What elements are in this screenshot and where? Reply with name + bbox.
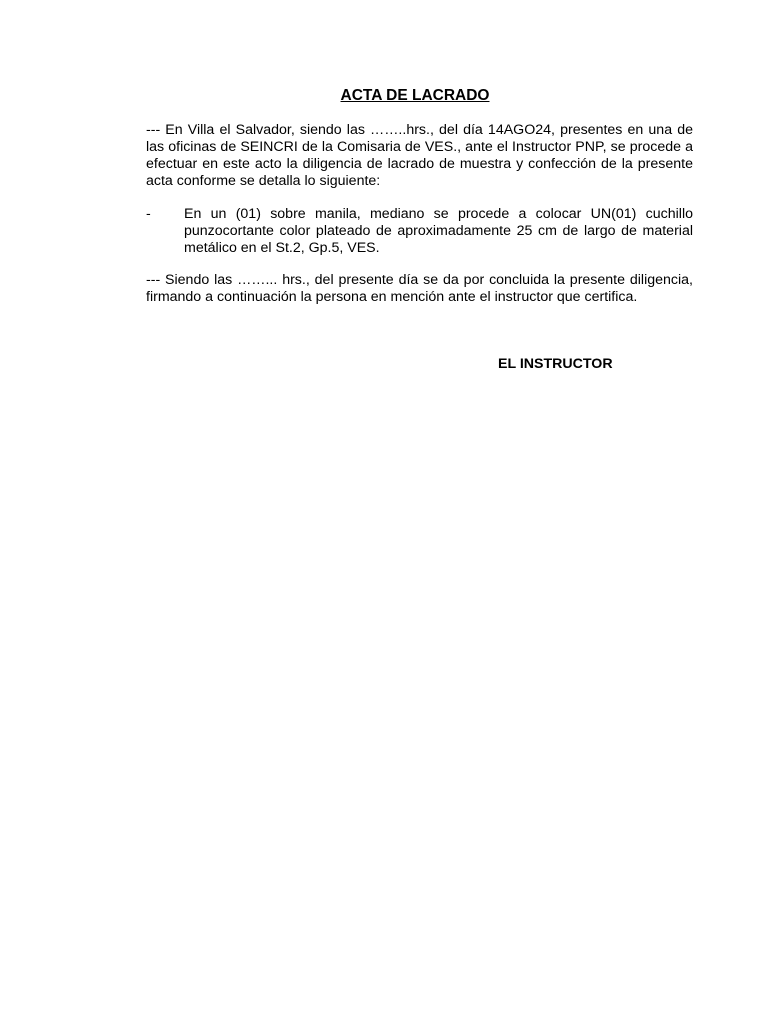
closing-paragraph: --- Siendo las ……... hrs., del presente día se da por concluida la presente diligencia, firmando a continuación la persona en mención ante el instructor que certifica. — [146, 272, 693, 305]
intro-paragraph: --- En Villa el Salvador, siendo las ……..hrs., del día 14AGO24, presentes en una de las oficinas de SEINCRI de la Comisaria de VES., ante el Instructor PNP, se procede a efectuar en este acto la diligencia de lacrado de muestra y confección de la presente acta conforme se detalla lo siguiente: — [146, 122, 693, 189]
document-title: ACTA DE LACRADO — [340, 87, 490, 104]
list-item-text: En un (01) sobre manila, mediano se procede a colocar UN(01) cuchillo punzocortante color plateado de aproximadamente 25 cm de largo de material metálico en el St.2, Gp.5, VES. — [184, 206, 693, 256]
list-bullet: - — [146, 206, 151, 222]
signature-label: EL INSTRUCTOR — [498, 356, 613, 372]
